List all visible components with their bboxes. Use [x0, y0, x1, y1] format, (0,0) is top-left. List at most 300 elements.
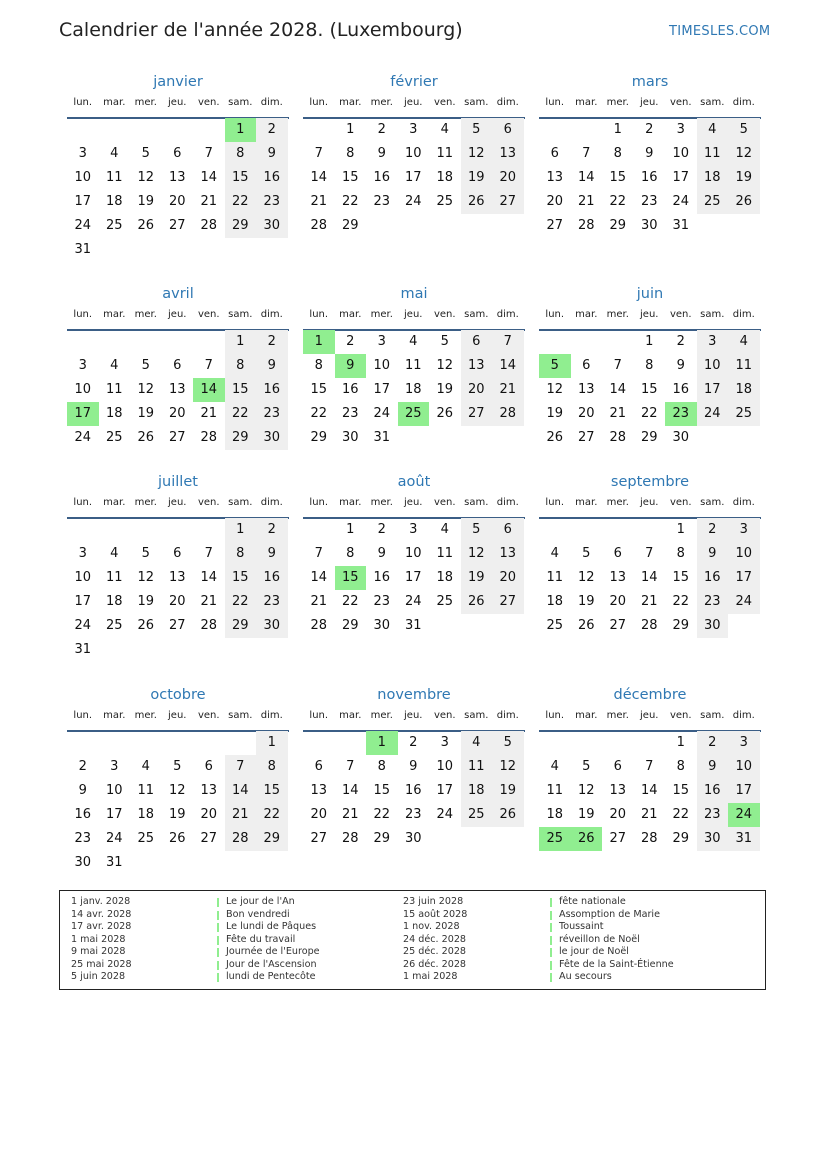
weekday-label: mer.	[134, 309, 157, 320]
day-cell: 2	[377, 522, 386, 537]
day-cell: 15	[225, 566, 257, 590]
day-cell: 10	[404, 546, 422, 561]
weekday-label: dim.	[260, 710, 283, 721]
day-cell: 20	[609, 807, 627, 822]
day-cell: 5	[728, 118, 760, 142]
weekday-label: jeu.	[404, 710, 423, 721]
legend-marker	[550, 961, 552, 970]
legend-marker	[217, 948, 219, 957]
day-cell: 7	[645, 546, 654, 561]
holiday-day-cell: 14	[193, 378, 225, 402]
day-cell: 12	[137, 382, 155, 397]
day-cell: 11	[105, 570, 123, 585]
day-cell: 27	[546, 218, 564, 233]
weekday-label: mer.	[606, 497, 629, 508]
day-cell: 26	[137, 218, 155, 233]
day-cell: 3	[110, 759, 119, 774]
weekday-label: lun.	[309, 710, 329, 721]
weekday-label: mar.	[575, 97, 598, 108]
weekday-label: sam.	[464, 97, 489, 108]
day-cell: 21	[310, 194, 328, 209]
day-cell: 5	[582, 759, 591, 774]
legend-holiday-name: Fête du travail	[226, 933, 296, 945]
day-cell: 25	[436, 194, 454, 209]
day-cell: 29	[225, 214, 257, 238]
day-cell: 11	[404, 358, 422, 373]
day-cell: 14	[310, 570, 328, 585]
day-cell: 1	[676, 522, 685, 537]
day-cell: 18	[697, 166, 729, 190]
day-cell: 3	[78, 358, 87, 373]
day-cell: 18	[728, 378, 760, 402]
day-cell: 28	[577, 218, 595, 233]
day-cell: 31	[672, 218, 690, 233]
day-cell: 9	[697, 755, 729, 779]
day-cell: 8	[314, 358, 323, 373]
month-name: mai	[400, 286, 428, 302]
day-cell: 10	[74, 170, 92, 185]
weekday-label: ven.	[197, 497, 220, 508]
day-cell: 21	[200, 406, 218, 421]
day-cell: 7	[582, 146, 591, 161]
day-cell: 10	[404, 146, 422, 161]
holiday-day-cell: 1	[303, 330, 335, 354]
day-cell: 27	[609, 831, 627, 846]
weekday-label: sam.	[700, 497, 725, 508]
day-cell: 17	[373, 382, 391, 397]
day-cell: 8	[346, 146, 355, 161]
day-cell: 8	[346, 546, 355, 561]
day-cell: 7	[314, 146, 323, 161]
day-cell: 29	[672, 618, 690, 633]
weekday-label: ven.	[669, 97, 692, 108]
day-cell: 10	[728, 755, 760, 779]
day-cell: 13	[168, 170, 186, 185]
day-cell: 4	[550, 546, 559, 561]
day-cell: 11	[546, 570, 564, 585]
day-cell: 19	[137, 406, 155, 421]
weekday-label: dim.	[496, 97, 519, 108]
legend-date: 1 nov. 2028	[403, 921, 460, 932]
day-cell: 19	[461, 166, 493, 190]
weekday-label: sam.	[700, 309, 725, 320]
day-cell: 27	[492, 190, 524, 214]
weekday-label: mer.	[606, 309, 629, 320]
legend-date: 5 juin 2028	[71, 971, 126, 982]
day-cell: 6	[492, 118, 524, 142]
day-cell: 7	[346, 759, 355, 774]
day-cell: 2	[78, 759, 87, 774]
legend-date: 1 mai 2028	[403, 971, 458, 982]
day-cell: 30	[373, 618, 391, 633]
legend-holiday-name: le jour de Noël	[559, 946, 629, 957]
day-cell: 3	[409, 122, 418, 137]
day-cell: 12	[577, 783, 595, 798]
day-cell: 6	[314, 759, 323, 774]
day-cell: 14	[640, 570, 658, 585]
weekday-label: jeu.	[640, 497, 659, 508]
day-cell: 23	[640, 194, 658, 209]
weekday-label: mar.	[103, 309, 126, 320]
day-cell: 26	[137, 430, 155, 445]
weekday-label: lun.	[73, 97, 93, 108]
day-cell: 7	[492, 330, 524, 354]
day-cell: 13	[546, 170, 564, 185]
holiday-day-cell: 9	[335, 354, 367, 378]
holiday-day-cell: 5	[539, 354, 571, 378]
weekday-label: dim.	[732, 309, 755, 320]
day-cell: 16	[341, 382, 359, 397]
legend-date: 25 déc. 2028	[403, 946, 467, 957]
weekday-label: dim.	[732, 710, 755, 721]
day-cell: 18	[436, 170, 454, 185]
day-cell: 5	[141, 546, 150, 561]
weekday-label: mar.	[575, 309, 598, 320]
weekday-label: lun.	[545, 309, 565, 320]
day-cell: 3	[440, 735, 449, 750]
day-cell: 9	[697, 542, 729, 566]
day-cell: 23	[256, 590, 288, 614]
legend-date: 14 avr. 2028	[71, 908, 132, 920]
day-cell: 11	[728, 354, 760, 378]
day-cell: 9	[256, 142, 288, 166]
day-cell: 28	[200, 218, 218, 233]
day-cell: 29	[341, 218, 359, 233]
day-cell: 24	[74, 618, 92, 633]
legend-holiday-name: Le jour de l'An	[226, 896, 295, 907]
day-cell: 24	[436, 807, 454, 822]
day-cell: 16	[256, 166, 288, 190]
weekday-label: dim.	[732, 97, 755, 108]
day-cell: 7	[613, 358, 622, 373]
day-cell: 22	[640, 406, 658, 421]
day-cell: 25	[137, 831, 155, 846]
day-cell: 22	[256, 803, 288, 827]
day-cell: 2	[697, 731, 729, 755]
day-cell: 4	[697, 118, 729, 142]
day-cell: 21	[310, 594, 328, 609]
day-cell: 15	[640, 382, 658, 397]
weekday-label: lun.	[73, 309, 93, 320]
day-cell: 14	[225, 779, 257, 803]
day-cell: 1	[225, 518, 257, 542]
legend-marker	[217, 973, 219, 982]
day-cell: 8	[676, 546, 685, 561]
day-cell: 17	[404, 170, 422, 185]
day-cell: 28	[200, 618, 218, 633]
day-cell: 28	[640, 618, 658, 633]
day-cell: 6	[582, 358, 591, 373]
day-cell: 21	[200, 194, 218, 209]
day-cell: 6	[173, 358, 182, 373]
weekday-label: ven.	[433, 497, 456, 508]
day-cell: 21	[640, 594, 658, 609]
day-cell: 12	[168, 783, 186, 798]
day-cell: 18	[461, 779, 493, 803]
day-cell: 6	[492, 518, 524, 542]
day-cell: 18	[546, 807, 564, 822]
weekday-label: sam.	[464, 309, 489, 320]
day-cell: 13	[168, 382, 186, 397]
day-cell: 19	[728, 166, 760, 190]
day-cell: 11	[546, 783, 564, 798]
day-cell: 29	[373, 831, 391, 846]
day-cell: 3	[377, 334, 386, 349]
legend-holiday-name: Toussaint	[559, 921, 604, 932]
day-cell: 24	[373, 406, 391, 421]
day-cell: 23	[256, 402, 288, 426]
day-cell: 31	[404, 618, 422, 633]
weekday-label: lun.	[309, 309, 329, 320]
day-cell: 11	[105, 382, 123, 397]
weekday-label: jeu.	[640, 710, 659, 721]
weekday-label: jeu.	[168, 309, 187, 320]
day-cell: 14	[577, 170, 595, 185]
day-cell: 31	[728, 827, 760, 851]
day-cell: 6	[204, 759, 213, 774]
day-cell: 20	[461, 378, 493, 402]
day-cell: 5	[141, 358, 150, 373]
day-cell: 26	[168, 831, 186, 846]
day-cell: 8	[256, 755, 288, 779]
day-cell: 29	[225, 614, 257, 638]
day-cell: 23	[373, 194, 391, 209]
day-cell: 2	[346, 334, 355, 349]
legend-holiday-name: réveillon de Noël	[559, 933, 640, 945]
day-cell: 25	[461, 803, 493, 827]
day-cell: 14	[341, 783, 359, 798]
legend-marker	[550, 923, 552, 932]
day-cell: 4	[461, 731, 493, 755]
weekday-label: dim.	[732, 497, 755, 508]
day-cell: 9	[78, 783, 87, 798]
day-cell: 29	[640, 430, 658, 445]
legend-date: 9 mai 2028	[71, 946, 126, 957]
day-cell: 12	[137, 170, 155, 185]
weekday-label: ven.	[433, 309, 456, 320]
day-cell: 9	[256, 354, 288, 378]
day-cell: 13	[200, 783, 218, 798]
day-cell: 24	[74, 430, 92, 445]
day-cell: 26	[577, 618, 595, 633]
day-cell: 10	[373, 358, 391, 373]
month-name: novembre	[377, 687, 451, 703]
day-cell: 3	[697, 330, 729, 354]
weekday-label: dim.	[260, 309, 283, 320]
day-cell: 7	[204, 546, 213, 561]
holiday-day-cell: 17	[67, 402, 99, 426]
weekday-label: jeu.	[168, 497, 187, 508]
day-cell: 30	[640, 218, 658, 233]
day-cell: 27	[168, 218, 186, 233]
day-cell: 21	[609, 406, 627, 421]
holiday-legend	[59, 890, 766, 990]
day-cell: 13	[577, 382, 595, 397]
day-cell: 4	[110, 146, 119, 161]
month-name: septembre	[610, 474, 690, 490]
day-cell: 6	[461, 330, 493, 354]
day-cell: 10	[672, 146, 690, 161]
month-name: juin	[636, 286, 664, 302]
day-cell: 22	[609, 194, 627, 209]
weekday-label: mer.	[370, 309, 393, 320]
day-cell: 27	[168, 430, 186, 445]
day-cell: 15	[256, 779, 288, 803]
weekday-label: dim.	[496, 309, 519, 320]
day-cell: 15	[225, 166, 257, 190]
day-cell: 28	[341, 831, 359, 846]
day-cell: 25	[546, 618, 564, 633]
day-cell: 26	[728, 190, 760, 214]
day-cell: 4	[728, 330, 760, 354]
day-cell: 17	[105, 807, 123, 822]
day-cell: 19	[436, 382, 454, 397]
day-cell: 22	[341, 594, 359, 609]
day-cell: 18	[105, 594, 123, 609]
day-cell: 22	[672, 594, 690, 609]
weekday-label: jeu.	[404, 97, 423, 108]
day-cell: 2	[256, 118, 288, 142]
day-cell: 30	[74, 855, 92, 870]
day-cell: 7	[225, 755, 257, 779]
day-cell: 20	[577, 406, 595, 421]
day-cell: 10	[697, 354, 729, 378]
day-cell: 17	[728, 779, 760, 803]
day-cell: 10	[436, 759, 454, 774]
weekday-label: jeu.	[168, 710, 187, 721]
day-cell: 10	[74, 570, 92, 585]
weekday-label: ven.	[669, 497, 692, 508]
day-cell: 2	[645, 122, 654, 137]
day-cell: 11	[436, 546, 454, 561]
day-cell: 5	[141, 146, 150, 161]
day-cell: 21	[225, 803, 257, 827]
weekday-label: mer.	[606, 710, 629, 721]
day-cell: 2	[676, 334, 685, 349]
weekday-label: jeu.	[404, 309, 423, 320]
day-cell: 19	[137, 594, 155, 609]
weekday-label: lun.	[309, 97, 329, 108]
day-cell: 18	[105, 194, 123, 209]
day-cell: 24	[404, 194, 422, 209]
day-cell: 1	[346, 122, 355, 137]
day-cell: 30	[256, 214, 288, 238]
day-cell: 12	[728, 142, 760, 166]
legend-date: 26 déc. 2028	[403, 958, 467, 970]
legend-date: 15 août 2028	[403, 908, 468, 920]
day-cell: 24	[672, 194, 690, 209]
weekday-label: sam.	[228, 309, 253, 320]
day-cell: 10	[105, 783, 123, 798]
weekday-label: mer.	[134, 710, 157, 721]
day-cell: 4	[550, 759, 559, 774]
day-cell: 25	[105, 618, 123, 633]
weekday-label: lun.	[309, 497, 329, 508]
brand-logo-text[interactable]: TIMESLES.COM	[669, 24, 771, 39]
day-cell: 28	[225, 827, 257, 851]
weekday-label: lun.	[73, 710, 93, 721]
day-cell: 28	[310, 618, 328, 633]
weekday-label: mer.	[134, 497, 157, 508]
day-cell: 29	[341, 618, 359, 633]
day-cell: 3	[78, 546, 87, 561]
day-cell: 25	[436, 594, 454, 609]
day-cell: 4	[409, 334, 418, 349]
day-cell: 25	[105, 218, 123, 233]
legend-marker	[217, 923, 219, 932]
day-cell: 27	[492, 590, 524, 614]
day-cell: 4	[440, 522, 449, 537]
weekday-label: ven.	[433, 97, 456, 108]
day-cell: 8	[225, 142, 257, 166]
day-cell: 19	[577, 807, 595, 822]
day-cell: 12	[461, 542, 493, 566]
legend-holiday-name: Assomption de Marie	[559, 908, 661, 920]
weekday-label: mar.	[339, 710, 362, 721]
day-cell: 5	[461, 518, 493, 542]
day-cell: 4	[110, 546, 119, 561]
day-cell: 2	[256, 518, 288, 542]
day-cell: 13	[609, 570, 627, 585]
day-cell: 16	[256, 566, 288, 590]
day-cell: 23	[74, 831, 92, 846]
weekday-label: dim.	[260, 497, 283, 508]
day-cell: 21	[200, 594, 218, 609]
day-cell: 3	[78, 146, 87, 161]
day-cell: 16	[404, 783, 422, 798]
day-cell: 3	[676, 122, 685, 137]
day-cell: 22	[225, 402, 257, 426]
day-cell: 20	[200, 807, 218, 822]
day-cell: 29	[609, 218, 627, 233]
weekday-label: ven.	[197, 309, 220, 320]
day-cell: 6	[613, 546, 622, 561]
day-cell: 18	[105, 406, 123, 421]
weekday-label: mar.	[339, 97, 362, 108]
day-cell: 22	[373, 807, 391, 822]
legend-date: 1 janv. 2028	[71, 896, 131, 907]
day-cell: 23	[404, 807, 422, 822]
day-cell: 5	[440, 334, 449, 349]
day-cell: 2	[256, 330, 288, 354]
holiday-day-cell: 24	[728, 803, 760, 827]
day-cell: 19	[492, 779, 524, 803]
day-cell: 29	[256, 827, 288, 851]
day-cell: 29	[672, 831, 690, 846]
day-cell: 8	[225, 354, 257, 378]
day-cell: 16	[640, 170, 658, 185]
day-cell: 9	[377, 546, 386, 561]
weekday-label: lun.	[545, 710, 565, 721]
weekday-label: sam.	[228, 710, 253, 721]
day-cell: 14	[492, 354, 524, 378]
day-cell: 16	[373, 570, 391, 585]
day-cell: 27	[609, 618, 627, 633]
legend-marker	[217, 936, 219, 945]
day-cell: 2	[377, 122, 386, 137]
day-cell: 30	[672, 430, 690, 445]
day-cell: 13	[492, 542, 524, 566]
weekday-label: sam.	[228, 97, 253, 108]
day-cell: 15	[672, 570, 690, 585]
day-cell: 26	[546, 430, 564, 445]
weekday-label: mar.	[339, 309, 362, 320]
day-cell: 3	[728, 731, 760, 755]
weekday-label: lun.	[545, 497, 565, 508]
legend-marker	[550, 898, 552, 907]
day-cell: 20	[310, 807, 328, 822]
legend-date: 1 mai 2028	[71, 933, 126, 945]
